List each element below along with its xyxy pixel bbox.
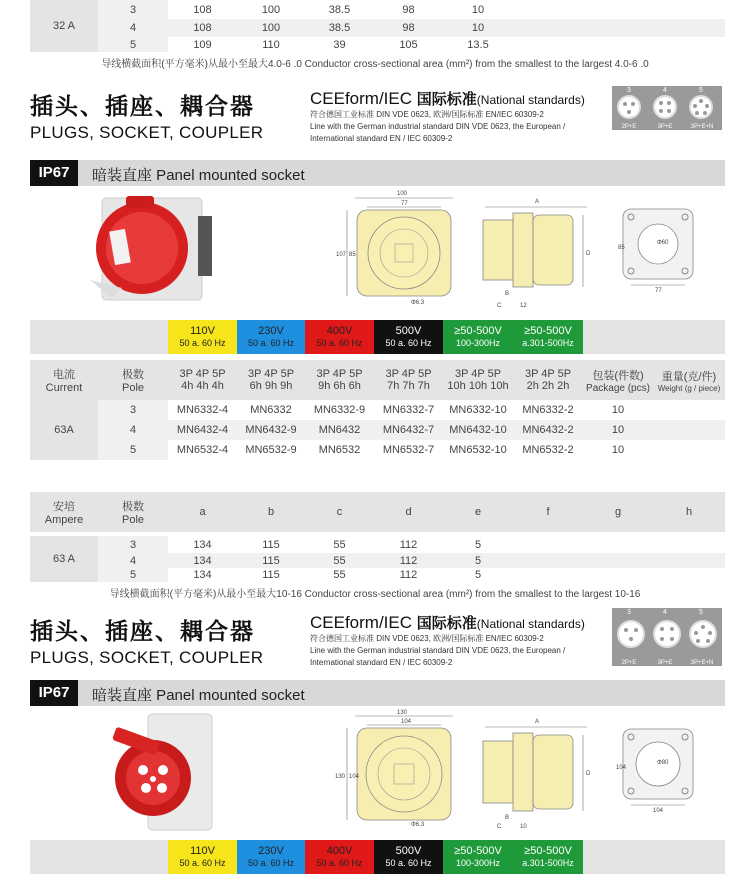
dim-sq-label: 104 (616, 765, 627, 771)
dim-b: 115 (237, 553, 305, 568)
header-model-col (237, 360, 305, 400)
header-model-col (443, 360, 513, 400)
voltage-header-blank (583, 320, 653, 354)
voltage-value: 110V (190, 845, 215, 857)
dim-f (513, 568, 583, 582)
dim-d: 98 (374, 19, 443, 37)
dim-e: 5 (443, 568, 513, 582)
ip-rating-tag: IP67 (30, 680, 78, 706)
dim-f (513, 536, 583, 553)
dim-height-label: 107 (336, 252, 347, 258)
header-ampere (30, 492, 98, 532)
pole-cell: 5 (98, 440, 168, 460)
section-bar (30, 680, 725, 706)
package-cell: 10 (583, 420, 653, 440)
section-title (92, 684, 305, 705)
brand-title-en: PLUGS, SOCKET, COUPLER (30, 123, 264, 142)
header-dim-f: f (513, 492, 583, 532)
side-view-drawing (475, 715, 600, 833)
brand-block (30, 88, 263, 143)
header-ampere-en: Ampere (44, 514, 84, 526)
standard-line-zh: 符合德国工业标准 DIN VDE 0623, 欧洲/国际标准 EN/IEC 60309-2 (310, 110, 544, 119)
model-cell: MN6432-9 (237, 420, 305, 440)
dim-f (513, 19, 583, 37)
voltage-value: ≥50-500V (524, 845, 572, 857)
conductor-note: 导线横截面积(平方毫米)从最小至最大4.0-6 .0 Conductor cross-sectional area (mm²) from the smallest to the largest 4.0-6 .0 (101, 59, 649, 70)
dim-dia-label: Φ60 (657, 240, 669, 246)
model-cell: MN6332-7 (374, 400, 443, 420)
pole-number: 4 (663, 87, 667, 94)
header-pole (98, 360, 168, 400)
voltage-value: 400V (326, 325, 353, 337)
section-title (92, 164, 305, 185)
standard-title-main: CEEform/IEC (310, 613, 413, 632)
header-model-col (168, 360, 237, 400)
model-cell: MN6532 (305, 440, 374, 460)
header-dim-c: c (305, 492, 374, 532)
voltage-header-blank (98, 320, 168, 354)
voltage-cell-50-500v-b (513, 320, 583, 354)
dim-c-value: 12 (520, 303, 527, 309)
section-title-zh: 暗装直座 (92, 686, 153, 704)
dim-c: 55 (305, 568, 374, 582)
package-cell: 10 (583, 440, 653, 460)
header-poles: 3P 4P 5P (247, 368, 295, 380)
standard-title-zh: 国际标准 (416, 614, 477, 632)
model-cell: MN6332-10 (443, 400, 513, 420)
header-poles: 3P 4P 5P (179, 368, 226, 380)
dim-d-label: D (586, 251, 591, 257)
dim-a-label: A (535, 199, 540, 205)
voltage-cell-110v (168, 320, 237, 354)
standard-title-zh: 国际标准 (416, 90, 477, 108)
standard-line-zh: 符合德国工业标准 DIN VDE 0623, 欧洲/国际标准 EN/IEC 60309-2 (310, 634, 544, 643)
header-pole-zh: 极数 (122, 501, 144, 513)
dim-h (653, 568, 725, 582)
dim-a: 109 (168, 37, 237, 52)
standard-line-en-2: International standard EN / IEC 60309-2 (310, 658, 453, 667)
pole-cell: 5 (98, 568, 168, 582)
standard-line-en: Line with the German industrial standard DIN VDE 0623, the European / (310, 122, 566, 131)
frequency-value: 50 a. 60 Hz (316, 858, 363, 868)
dim-b: 100 (237, 19, 305, 37)
dim-height-label: 130 (335, 774, 346, 780)
top-dimension-table (30, 0, 725, 52)
header-weight (653, 360, 725, 400)
socket-3-pin-icon (617, 620, 645, 648)
header-dim-b: b (237, 492, 305, 532)
voltage-value: ≥50-500V (454, 845, 502, 857)
voltage-cell-110v (168, 840, 237, 874)
header-dim-a: a (168, 492, 237, 532)
voltage-header-blank (30, 320, 98, 354)
voltage-cell-500v (374, 320, 443, 354)
dim-g (583, 553, 653, 568)
voltage-value: 230V (258, 845, 284, 857)
product-photo-socket-1 (82, 188, 222, 312)
header-dim-e: e (443, 492, 513, 532)
header-hours: 4h 4h 4h (181, 380, 224, 392)
voltage-cell-500v (374, 840, 443, 874)
pole-cell: 3 (98, 536, 168, 553)
dim-f (513, 0, 583, 19)
dim-h (653, 37, 725, 52)
standard-title-main: CEEform/IEC (310, 89, 413, 108)
header-poles: 3P 4P 5P (316, 368, 363, 380)
section-title-en: Panel mounted socket (152, 687, 305, 704)
dim-a: 108 (168, 0, 237, 19)
cutout-view-drawing (615, 205, 700, 295)
model-cell: MN6332-4 (168, 400, 237, 420)
dim-h (653, 536, 725, 553)
dim-a: 134 (168, 553, 237, 568)
dim-h2-label: 104 (349, 774, 360, 780)
model-cell: MN6432-2 (513, 420, 583, 440)
dim-d: 112 (374, 568, 443, 582)
model-cell: MN6432-10 (443, 420, 513, 440)
voltage-header-blank (653, 840, 725, 874)
model-cell: MN6532-7 (374, 440, 443, 460)
header-hours: 10h 10h 10h (447, 380, 509, 392)
voltage-value: 400V (326, 845, 353, 857)
header-pole-en: Pole (121, 382, 145, 394)
dim-g (583, 19, 653, 37)
voltage-header-blank (583, 840, 653, 874)
pole-label: 2P+E (621, 124, 637, 130)
dim-c: 39 (305, 37, 374, 52)
voltage-header-blank (98, 840, 168, 874)
voltage-cell-50-500v-b (513, 840, 583, 874)
section-title-en: Panel mounted socket (152, 167, 305, 184)
pole-number: 3 (627, 87, 631, 94)
socket-5-pin-icon (689, 620, 717, 648)
pole-cell: 4 (98, 19, 168, 37)
dim-sq-label: 85 (618, 245, 625, 251)
model-table (30, 320, 725, 460)
pole-number: 3 (627, 609, 631, 616)
pole-number: 5 (699, 87, 703, 94)
pole-label: 3P+E+N (690, 660, 714, 666)
pole-label: 3P+E (657, 124, 673, 130)
socket-4-pin-icon (653, 95, 677, 119)
header-hours: 2h 2h 2h (526, 380, 570, 392)
header-hours: 7h 7h 7h (387, 380, 430, 392)
dim-inner-label: 104 (401, 719, 412, 725)
standard-title-en: (National standards) (476, 93, 585, 107)
voltage-value: 500V (395, 325, 422, 337)
product-photo-socket-2 (108, 712, 218, 834)
dim-e: 10 (443, 19, 513, 37)
pole-number: 4 (663, 609, 667, 616)
voltage-cell-400v (305, 320, 374, 354)
pole-configuration-icons (612, 608, 722, 666)
dim-dia-label: Φ80 (657, 760, 669, 766)
dim-width-label: 130 (397, 710, 408, 716)
standard-line-en: Line with the German industrial standard DIN VDE 0623, the European / (310, 646, 566, 655)
dim-d-label: D (586, 771, 591, 777)
frequency-value: 50 a. 60 Hz (179, 338, 226, 348)
pole-label: 3P+E (657, 660, 673, 666)
standard-title-en: (National standards) (476, 617, 585, 631)
current-cell: 32 A (30, 0, 98, 52)
frequency-value: 100-300Hz (455, 858, 501, 868)
pole-cell: 3 (98, 400, 168, 420)
header-ampere-zh: 安培 (53, 501, 75, 513)
header-model-col (305, 360, 374, 400)
dim-e: 13.5 (443, 37, 513, 52)
dim-h (653, 553, 725, 568)
section-bar (30, 160, 725, 186)
dim-b: 115 (237, 568, 305, 582)
dim-c: 55 (305, 553, 374, 568)
model-cell: MN6532-4 (168, 440, 237, 460)
model-cell: MN6332 (237, 400, 305, 420)
header-dim-d: d (374, 492, 443, 532)
pole-number: 5 (699, 609, 703, 616)
model-cell: MN6532-9 (237, 440, 305, 460)
voltage-cell-400v (305, 840, 374, 874)
header-model-col (513, 360, 583, 400)
frequency-value: 50 a. 60 Hz (247, 858, 295, 868)
ip-rating-tag: IP67 (30, 160, 78, 186)
model-cell: MN6532-2 (513, 440, 583, 460)
header-dim-g: g (583, 492, 653, 532)
standard-title (310, 612, 600, 633)
pole-configuration-icons (612, 86, 722, 130)
dim-h2-label: 85 (349, 252, 356, 258)
dim-hole-label: Φ6.3 (411, 300, 425, 306)
dim-d: 105 (374, 37, 443, 52)
dim-d: 112 (374, 553, 443, 568)
frequency-value: 50 a. 60 Hz (179, 858, 226, 868)
dim-a: 134 (168, 536, 237, 553)
header-weight-zh: 重量(克/件) (661, 370, 717, 383)
pole-label: 2P+E (621, 660, 637, 666)
model-cell: MN6432-4 (168, 420, 237, 440)
model-cell: MN6432-7 (374, 420, 443, 440)
dim-f (513, 37, 583, 52)
dim-g (583, 568, 653, 582)
header-pole-zh: 极数 (122, 369, 144, 381)
dim-a: 134 (168, 568, 237, 582)
dim-g (583, 536, 653, 553)
dim-e: 5 (443, 536, 513, 553)
frequency-value: 100-300Hz (455, 338, 501, 348)
dim-b: 110 (237, 37, 305, 52)
cutout-view-drawing (615, 725, 700, 815)
header-package-zh: 包装(件数) (592, 369, 644, 382)
model-cell: MN6332-2 (513, 400, 583, 420)
front-view-drawing (335, 188, 465, 313)
dim-c: 55 (305, 536, 374, 553)
header-package (583, 360, 653, 400)
model-cell: MN6332-9 (305, 400, 374, 420)
voltage-header-bottom (30, 840, 725, 874)
standard-block (310, 612, 600, 669)
header-pole (98, 492, 168, 532)
side-view-drawing (475, 195, 600, 313)
header-package-en: Package (pcs) (586, 382, 650, 394)
header-model-col (374, 360, 443, 400)
dim-a-label: A (535, 719, 540, 725)
brand-block (30, 613, 263, 668)
current-cell: 63 A (30, 536, 98, 582)
weight-cell (653, 400, 725, 420)
frequency-value: 50 a. 60 Hz (385, 338, 432, 348)
dimension-table (30, 492, 725, 582)
standard-line-en-2: International standard EN / IEC 60309-2 (310, 134, 453, 143)
pole-cell: 5 (98, 37, 168, 52)
standard-title (310, 88, 600, 109)
header-dim-h: h (653, 492, 725, 532)
voltage-cell-50-500v-a (443, 840, 513, 874)
frequency-value: a.301-500Hz (522, 338, 574, 348)
frequency-value: 50 a. 60 Hz (385, 858, 432, 868)
voltage-value: 230V (258, 325, 284, 337)
section-title-zh: 暗装直座 (92, 166, 153, 184)
pole-cell: 3 (98, 0, 168, 19)
dim-c-label: C (497, 824, 502, 830)
dim-f (513, 553, 583, 568)
header-pole-en: Pole (121, 514, 145, 526)
dim-d: 98 (374, 0, 443, 19)
brand-title-en: PLUGS, SOCKET, COUPLER (30, 648, 264, 667)
dim-h (653, 0, 725, 19)
front-view-drawing (335, 708, 465, 833)
voltage-cell-50-500v-a (443, 320, 513, 354)
header-hours: 6h 9h 9h (249, 380, 293, 392)
dim-b: 100 (237, 0, 305, 19)
header-poles: 3P 4P 5P (454, 368, 502, 380)
voltage-value: ≥50-500V (524, 325, 572, 337)
dim-width-label: 100 (397, 191, 408, 197)
dim-sq2-label: 104 (653, 808, 664, 814)
voltage-value: 110V (190, 325, 215, 337)
model-cell: MN6532-10 (443, 440, 513, 460)
model-cell: MN6432 (305, 420, 374, 440)
dim-b-label: B (505, 815, 510, 821)
voltage-cell-230v (237, 320, 305, 354)
dim-e: 5 (443, 553, 513, 568)
dim-c: 38.5 (305, 0, 374, 19)
voltage-value: ≥50-500V (454, 325, 502, 337)
frequency-value: 50 a. 60 Hz (316, 338, 363, 348)
standard-block (310, 88, 600, 145)
socket-4-pin-icon (653, 620, 681, 648)
current-cell: 63A (30, 400, 98, 460)
header-poles: 3P 4P 5P (524, 368, 572, 380)
brand-title-zh: 插头、插座、耦合器 (30, 619, 255, 645)
dim-b: 115 (237, 536, 305, 553)
dim-hole-label: Φ6.3 (411, 822, 425, 828)
dim-e: 10 (443, 0, 513, 19)
header-poles: 3P 4P 5P (385, 368, 432, 380)
conductor-note: 导线横截面积(平方毫米)从最小至最大10-16 Conductor cross-sectional area (mm²) from the smallest to the largest 10-16 (109, 589, 641, 600)
weight-cell (653, 420, 725, 440)
pole-label: 3P+E+N (690, 124, 714, 130)
voltage-cell-230v (237, 840, 305, 874)
header-hours: 9h 6h 6h (318, 380, 361, 392)
pole-cell: 4 (98, 553, 168, 568)
dim-g (583, 0, 653, 19)
dim-inner-label: 77 (401, 201, 408, 207)
header-current-zh: 电流 (53, 369, 75, 381)
socket-5-pin-icon (689, 95, 713, 119)
dim-c-value: 10 (520, 824, 527, 830)
header-current-en: Current (45, 382, 83, 394)
dim-b-label: B (505, 291, 510, 297)
pole-cell: 4 (98, 420, 168, 440)
dim-c: 38.5 (305, 19, 374, 37)
package-cell: 10 (583, 400, 653, 420)
voltage-header-blank (30, 840, 98, 874)
frequency-value: 50 a. 60 Hz (247, 338, 295, 348)
socket-3-pin-icon (617, 95, 641, 119)
dim-c-label: C (497, 303, 502, 309)
dim-g (583, 37, 653, 52)
voltage-header-blank (653, 320, 725, 354)
brand-title-zh: 插头、插座、耦合器 (30, 94, 255, 120)
voltage-value: 500V (395, 845, 422, 857)
dim-h (653, 19, 725, 37)
dim-sq2-label: 77 (655, 288, 662, 294)
header-weight-en: Weight (g / piece) (657, 383, 721, 393)
dim-d: 112 (374, 536, 443, 553)
weight-cell (653, 440, 725, 460)
header-current (30, 360, 98, 400)
dim-a: 108 (168, 19, 237, 37)
frequency-value: a.301-500Hz (522, 858, 574, 868)
